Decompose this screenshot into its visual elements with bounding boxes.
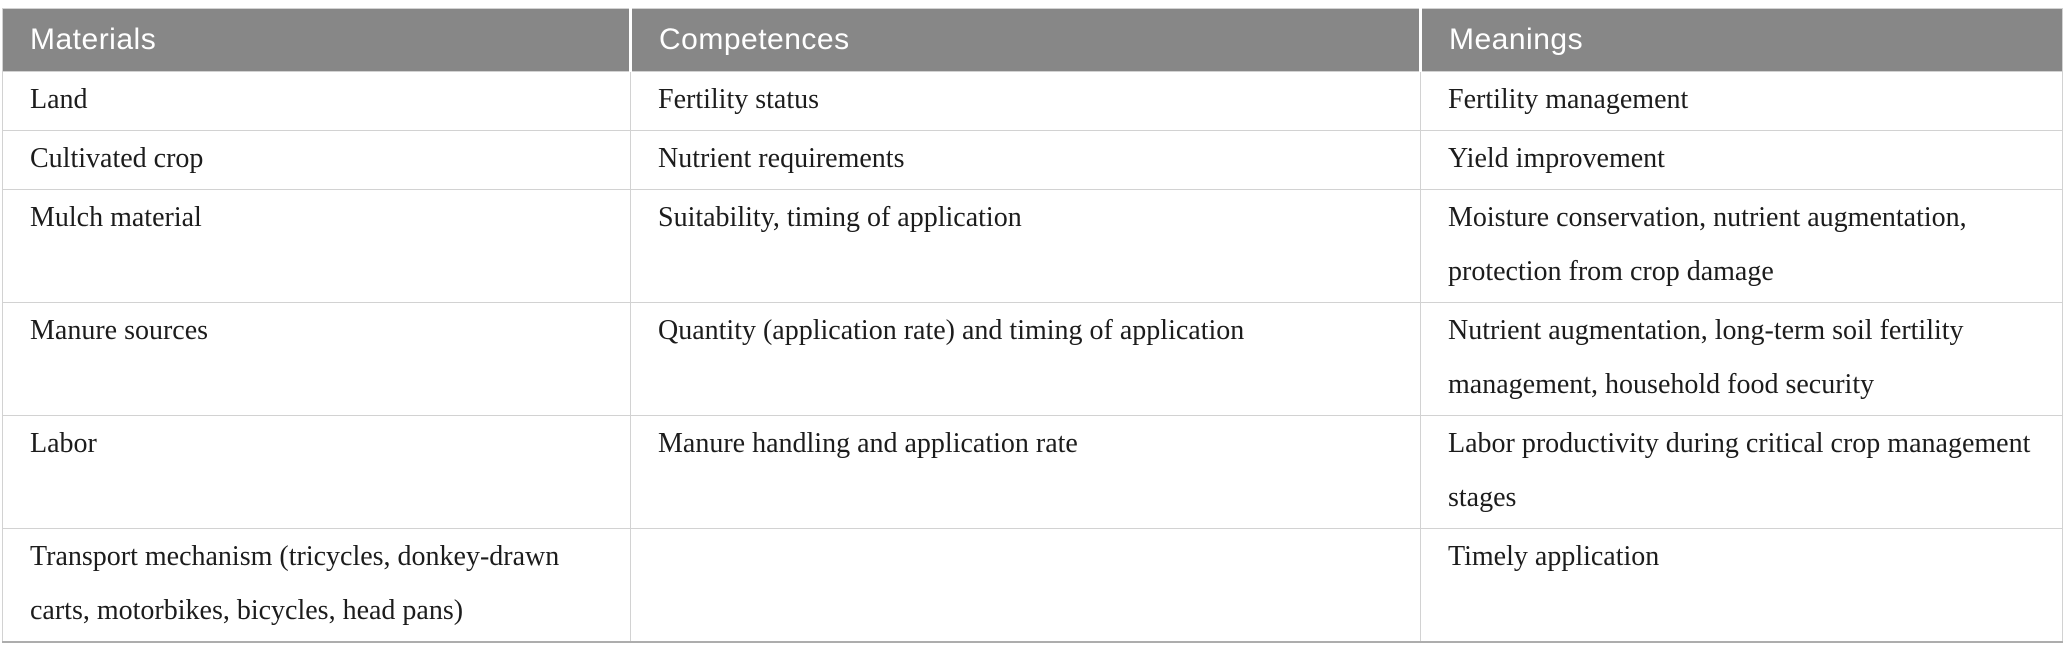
materials-competences-meanings-table [2,8,2063,643]
cell-competences: Fertility status [631,72,1421,131]
cell-competences [631,529,1421,643]
table-row [3,529,2063,643]
cell-materials: Labor [3,416,631,529]
table-row [3,303,2063,416]
column-header-meanings: Meanings [1421,9,2063,72]
cell-materials: Mulch material [3,190,631,303]
cell-meanings: Yield improvement [1421,131,2063,190]
cell-materials: Land [3,72,631,131]
cell-competences: Nutrient requirements [631,131,1421,190]
table-row [3,416,2063,529]
cell-competences: Suitability, timing of application [631,190,1421,303]
cell-meanings: Nutrient augmentation, long-term soil fertility management, household food security [1421,303,2063,416]
column-header-materials: Materials [3,9,631,72]
cell-competences: Manure handling and application rate [631,416,1421,529]
table-row [3,131,2063,190]
cell-meanings: Labor productivity during critical crop management stages [1421,416,2063,529]
header-row [3,9,2063,72]
cell-materials: Manure sources [3,303,631,416]
table-row [3,72,2063,131]
cell-meanings: Fertility management [1421,72,2063,131]
table-header [3,9,2063,72]
table-body [3,72,2063,643]
cell-materials: Transport mechanism (tricycles, donkey-drawn carts, motorbikes, bicycles, head pans) [3,529,631,643]
table-row [3,190,2063,303]
column-header-competences: Competences [631,9,1421,72]
cell-meanings: Moisture conservation, nutrient augmentation, protection from crop damage [1421,190,2063,303]
cell-competences: Quantity (application rate) and timing of application [631,303,1421,416]
cell-meanings: Timely application [1421,529,2063,643]
cell-materials: Cultivated crop [3,131,631,190]
